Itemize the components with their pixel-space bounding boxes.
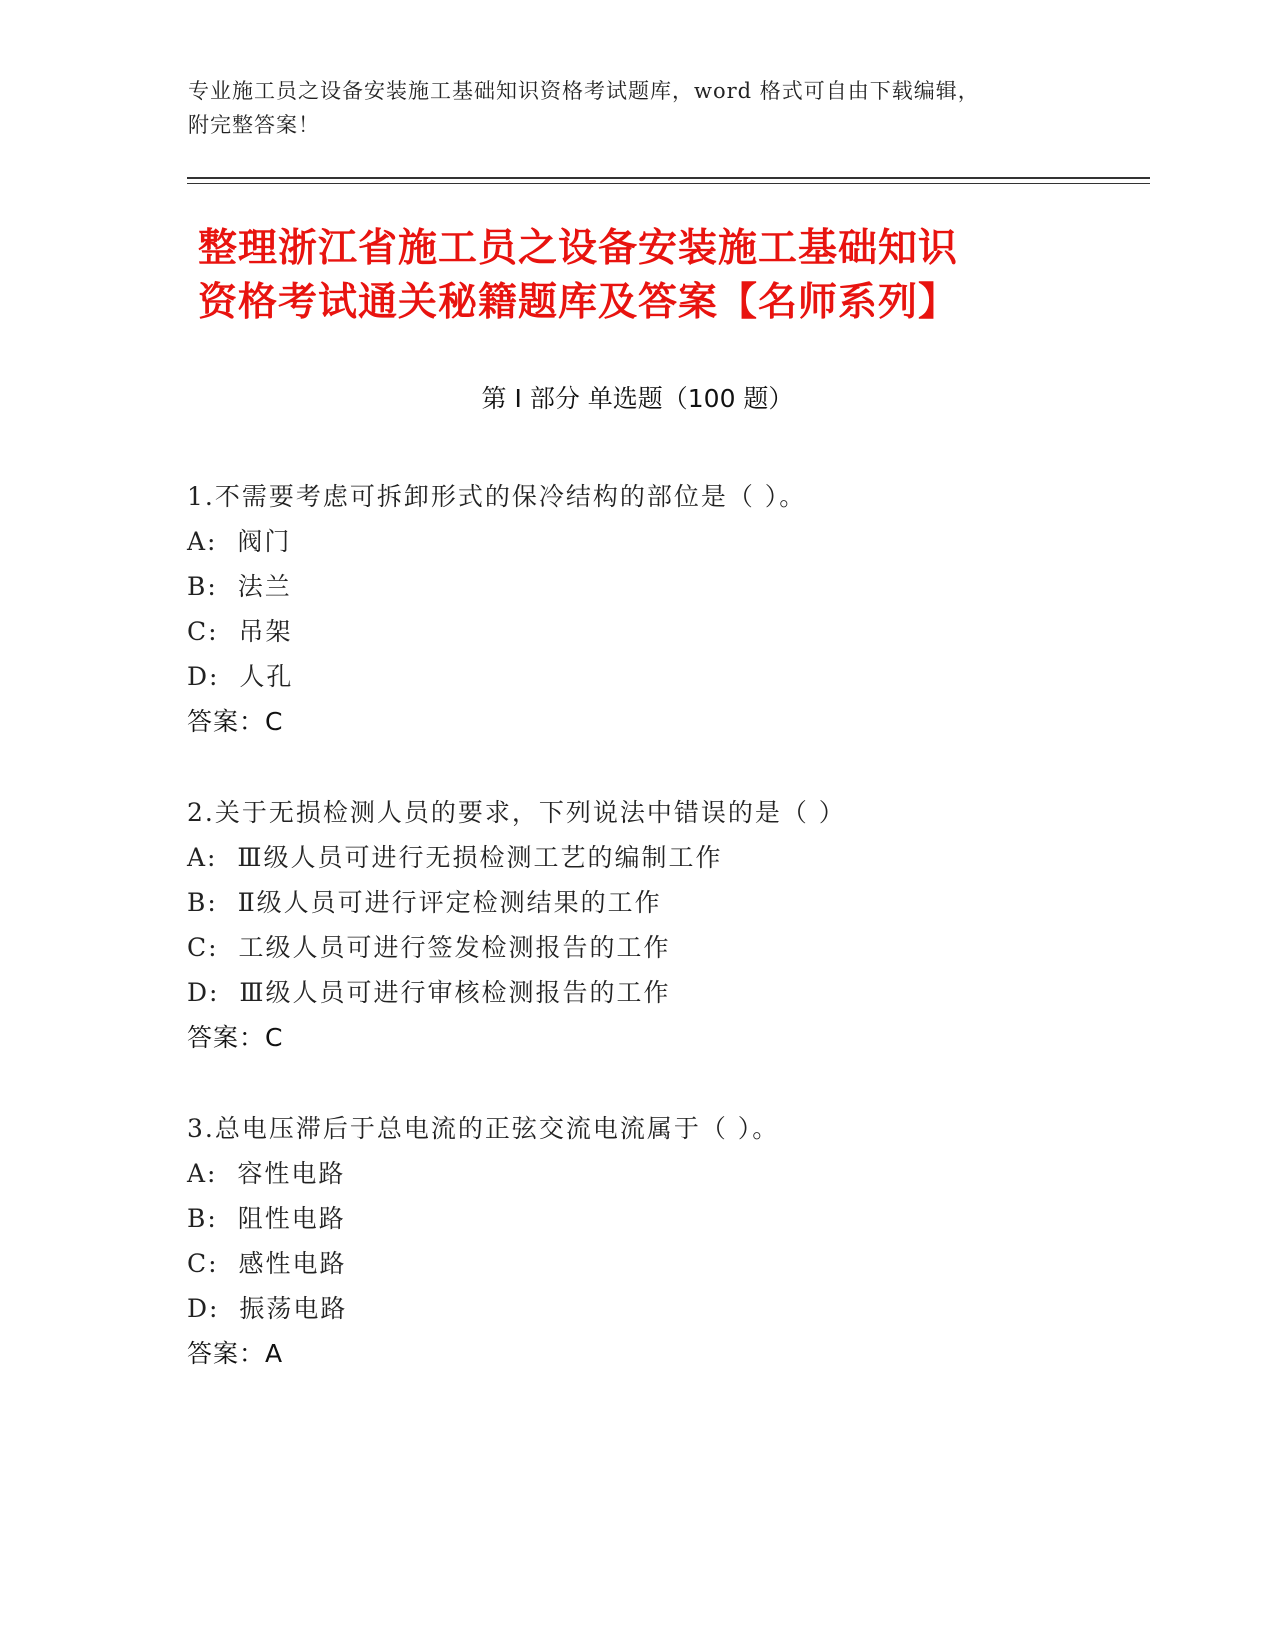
option-d: D: 振荡电路 bbox=[187, 1294, 348, 1323]
option-b: B: 法兰 bbox=[187, 572, 292, 601]
answer: 答案：A bbox=[187, 1339, 284, 1368]
question-spacer bbox=[187, 1060, 1087, 1106]
option-d: D: Ⅲ级人员可进行审核检测报告的工作 bbox=[187, 978, 671, 1007]
question-stem: 2.关于无损检测人员的要求，下列说法中错误的是（ ） bbox=[187, 798, 846, 827]
question-stem: 3.总电压滞后于总电流的正弦交流电流属于（ ）。 bbox=[187, 1114, 780, 1143]
option-a: A: Ⅲ级人员可进行无损检测工艺的编制工作 bbox=[187, 843, 723, 872]
header-note bbox=[188, 74, 1068, 142]
header-divider-thin bbox=[187, 183, 1150, 184]
option-c: C: 吊架 bbox=[187, 617, 293, 646]
section-heading: 第 I 部分 单选题（100 题） bbox=[481, 384, 794, 413]
answer: 答案：C bbox=[187, 1023, 284, 1052]
option-a: A: 阀门 bbox=[187, 527, 292, 556]
option-b: B: 阻性电路 bbox=[187, 1204, 346, 1233]
option-d: D: 人孔 bbox=[187, 662, 294, 691]
option-a: A: 容性电路 bbox=[187, 1159, 346, 1188]
header-note-line-2: 附完整答案！ bbox=[188, 113, 320, 137]
question-2 bbox=[187, 790, 1087, 1060]
question-1 bbox=[187, 474, 1087, 744]
question-list bbox=[187, 474, 1087, 1376]
document-title-line-1: 整理浙江省施工员之设备安装施工基础知识 bbox=[198, 226, 959, 271]
question-3 bbox=[187, 1106, 1087, 1376]
answer: 答案：C bbox=[187, 707, 284, 736]
option-b: B: Ⅱ级人员可进行评定检测结果的工作 bbox=[187, 888, 662, 917]
question-stem: 1.不需要考虑可拆卸形式的保冷结构的部位是（ ）。 bbox=[187, 482, 807, 511]
option-c: C: 感性电路 bbox=[187, 1249, 347, 1278]
document-title-line-2: 资格考试通关秘籍题库及答案【名师系列】 bbox=[198, 280, 959, 325]
header-divider-thick bbox=[187, 177, 1150, 179]
document-title bbox=[198, 222, 1098, 330]
question-spacer bbox=[187, 744, 1087, 790]
option-c: C: 工级人员可进行签发检测报告的工作 bbox=[187, 933, 671, 962]
header-note-line-1: 专业施工员之设备安装施工基础知识资格考试题库，word 格式可自由下载编辑， bbox=[188, 79, 980, 103]
